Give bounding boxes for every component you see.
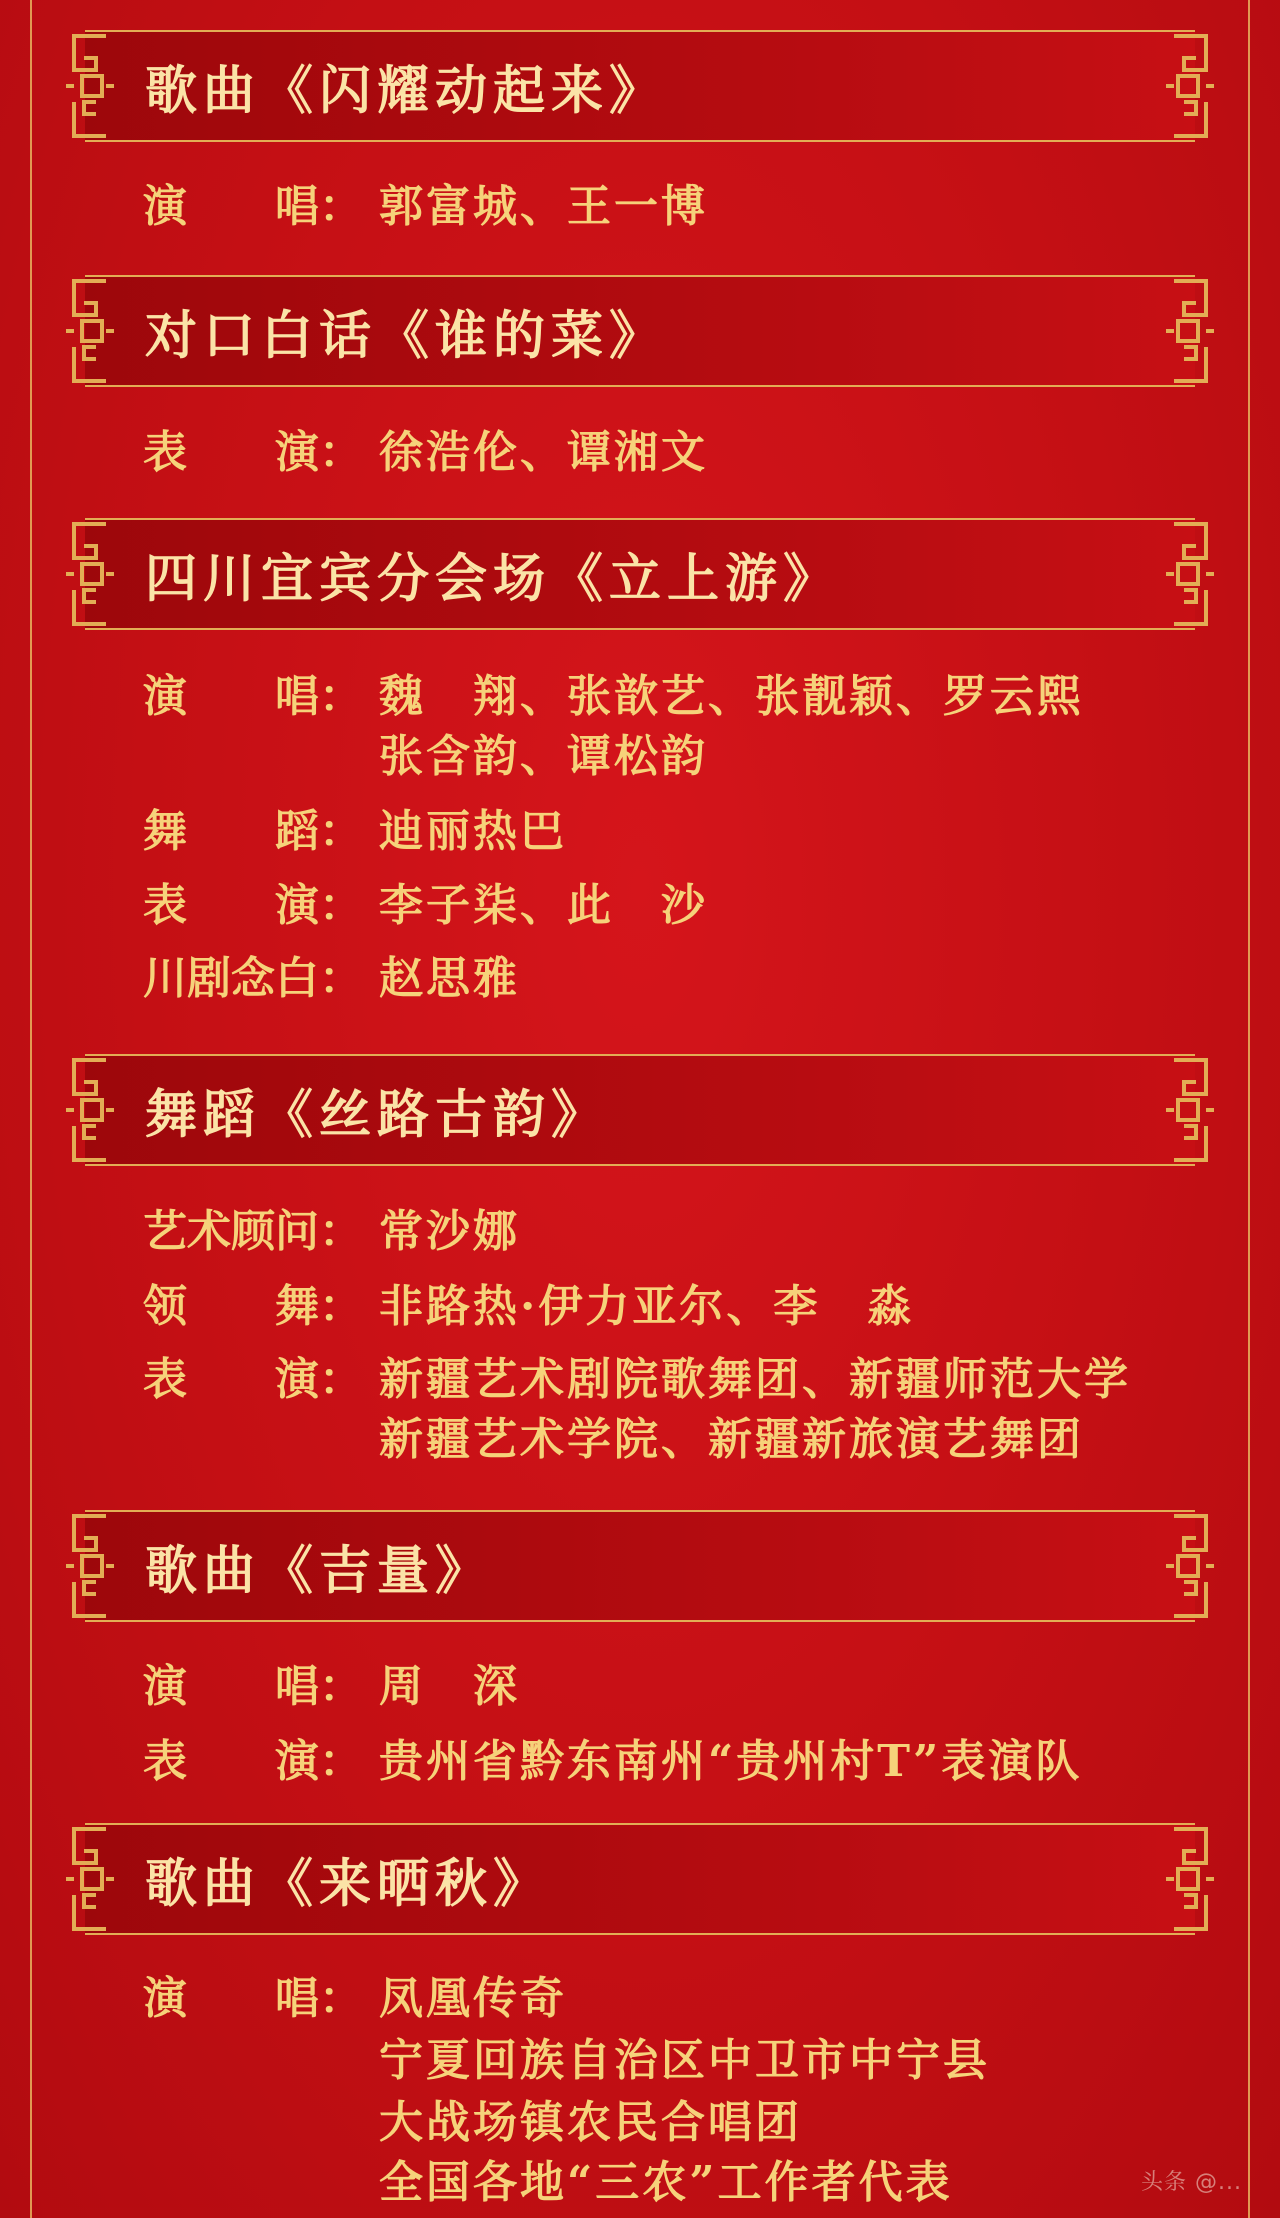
fret-ornament-icon (1162, 1510, 1218, 1622)
program-title: 四川宜宾分会场《立上游》 (145, 548, 842, 610)
fret-ornament-icon (1162, 30, 1218, 142)
credit-role: 艺术顾问： (143, 1206, 363, 1257)
program-title: 歌曲《闪耀动起来》 (145, 60, 668, 122)
credit-names: 周 深 (379, 1661, 520, 1712)
credit-role: 川剧念白： (143, 953, 363, 1004)
border-line-right (1248, 0, 1250, 2218)
credit-line (143, 1962, 567, 2026)
fret-ornament-icon (1162, 1054, 1218, 1166)
title-banner (85, 30, 1195, 142)
credit-names: 非路热·伊力亚尔、李 淼 (379, 1281, 915, 1332)
program-title: 舞蹈《丝路古韵》 (145, 1084, 610, 1146)
fret-ornament-icon (1162, 275, 1218, 387)
credit-line (143, 942, 520, 1006)
fret-ornament-icon (62, 518, 118, 630)
credit-role: 领 舞： (143, 1281, 363, 1332)
credit-role: 演 唱： (143, 1661, 363, 1712)
program-title: 对口白话《谁的菜》 (145, 305, 668, 367)
credit-names: 新疆艺术剧院歌舞团、新疆师范大学 (379, 1354, 1131, 1405)
title-banner (85, 518, 1195, 630)
credit-names: 贵州省黔东南州“贵州村T”表演队 (379, 1736, 1083, 1787)
credit-role: 表 演： (143, 1354, 363, 1405)
border-line-left (30, 0, 32, 2218)
credit-line (143, 416, 708, 480)
credit-role: 舞 蹈： (143, 806, 363, 857)
credit-names: 迪丽热巴 (379, 806, 567, 857)
credit-names-continued: 全国各地“三农”工作者代表 (379, 2157, 953, 2208)
credit-names: 徐浩伦、谭湘文 (379, 427, 708, 478)
credit-role: 演 唱： (143, 1973, 363, 2024)
fret-ornament-icon (62, 1510, 118, 1622)
fret-ornament-icon (62, 275, 118, 387)
credit-names-continued: 宁夏回族自治区中卫市中宁县 (379, 2035, 990, 2086)
credit-role: 演 唱： (143, 671, 363, 722)
credit-line (143, 660, 1084, 724)
credit-line (143, 1343, 1131, 1407)
fret-ornament-icon (62, 1054, 118, 1166)
program-title: 歌曲《吉量》 (145, 1540, 494, 1602)
fret-ornament-icon (62, 30, 118, 142)
credit-names-continued: 新疆艺术学院、新疆新旅演艺舞团 (379, 1414, 1084, 1465)
credit-line (143, 869, 708, 933)
credit-role: 表 演： (143, 880, 363, 931)
title-banner (85, 1510, 1195, 1622)
credit-line (143, 1195, 520, 1259)
credit-names: 魏 翔、张歆艺、张靓颖、罗云熙 (379, 671, 1084, 722)
credit-names: 常沙娜 (379, 1206, 520, 1257)
fret-ornament-icon (1162, 1823, 1218, 1935)
fret-ornament-icon (1162, 518, 1218, 630)
credit-names-continued: 张含韵、谭松韵 (379, 731, 708, 782)
credit-names: 赵思雅 (379, 953, 520, 1004)
credit-line (143, 170, 708, 234)
program-title: 歌曲《来晒秋》 (145, 1853, 552, 1915)
title-banner (85, 1823, 1195, 1935)
fret-ornament-icon (62, 1823, 118, 1935)
credit-role: 演 唱： (143, 181, 363, 232)
credit-names: 凤凰传奇 (379, 1973, 567, 2024)
credit-role: 表 演： (143, 1736, 363, 1787)
credit-names: 郭富城、王一博 (379, 181, 708, 232)
credit-line (143, 1725, 1082, 1789)
credit-line (143, 1650, 520, 1714)
title-banner (85, 1054, 1195, 1166)
credit-line (143, 1270, 914, 1334)
credit-role: 表 演： (143, 427, 363, 478)
title-banner (85, 275, 1195, 387)
credit-line (143, 795, 567, 859)
watermark: 头条 @... (1141, 2170, 1242, 2195)
credit-names: 李子柒、此 沙 (379, 880, 708, 931)
credit-names-continued: 大战场镇农民合唱团 (379, 2097, 802, 2148)
